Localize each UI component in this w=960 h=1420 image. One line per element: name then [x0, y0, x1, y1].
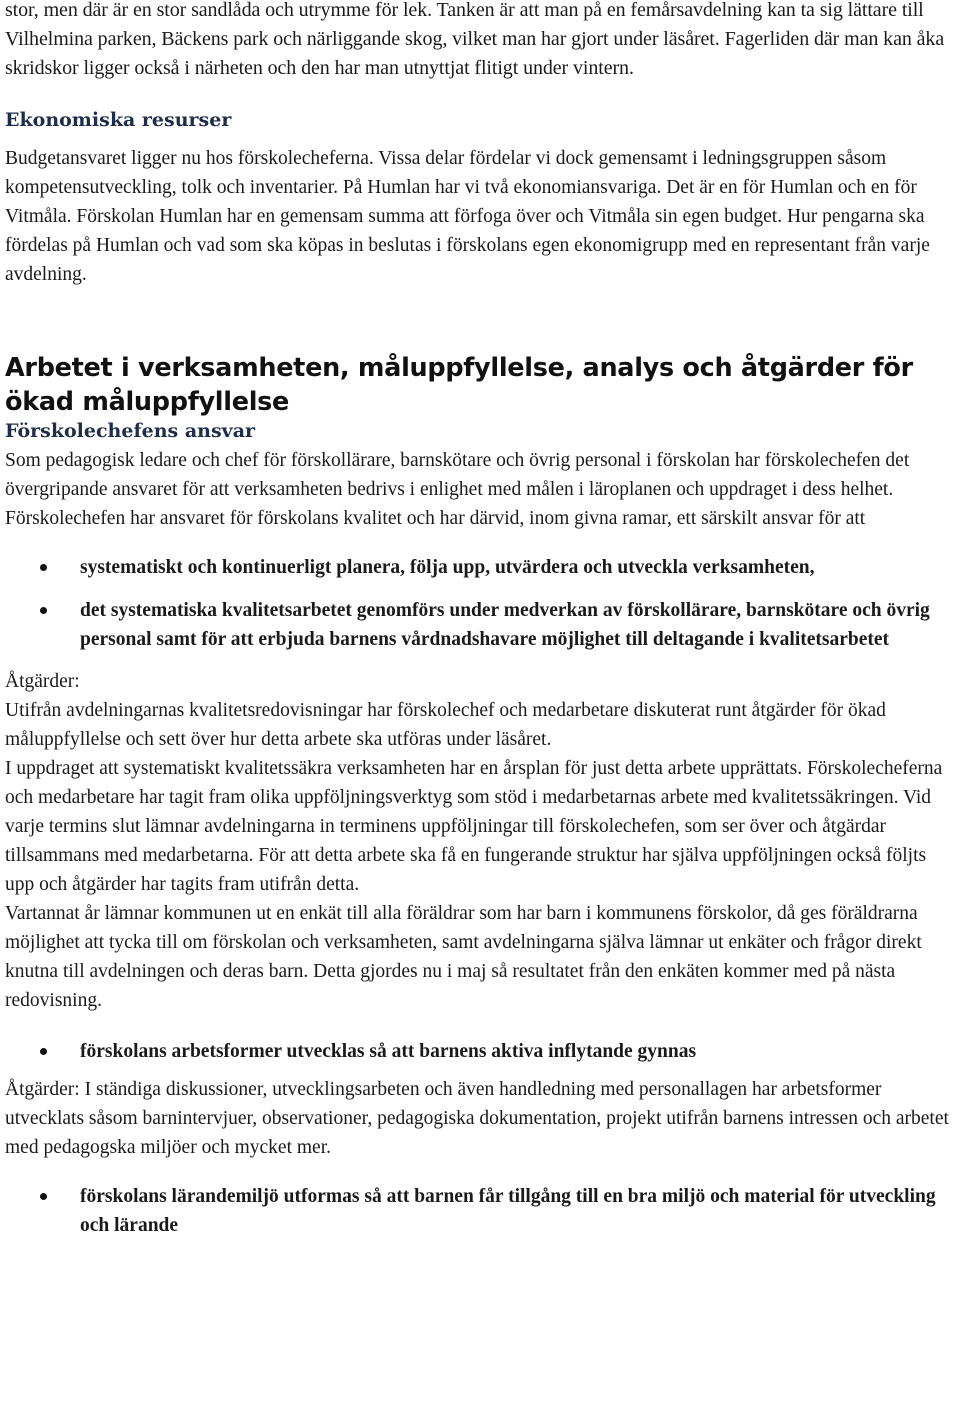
- responsibility-list-1: [5, 553, 960, 654]
- list-item: [5, 553, 960, 582]
- intro-paragraph: stor, men där är en stor sandlåda och utrymme för lek. Tanken är att man på en femårsavdelning kan ta sig lättare till Vilhelmina parken, Bäckens park och närliggande skog, vilket man har gjort under läsåret. Fagerliden där man kan åka skridskor ligger också i närheten och den har man utnyttjat flitigt under vintern.: [5, 0, 945, 79]
- section-paragraph: Som pedagogisk ledare och chef för förskollärare, barnskötare och övrig personal i förskolan har förskolechefen det övergripande ansvaret för att verksamheten bedrivs i enlighet med målen i läroplanen och uppdraget i dess helhet. Förskolechefen har ansvaret för förskolans kvalitet och har därvid, inom givna ramar, ett särskilt ansvar för att: [5, 450, 910, 529]
- list-item-text: förskolans arbetsformer utvecklas så att barnens aktiva inflytande gynnas: [80, 1041, 697, 1062]
- economy-paragraph: Budgetansvaret ligger nu hos förskolecheferna. Vissa delar fördelar vi dock gemensamt i ledningsgruppen såsom kompetensutveckling, tolk och inventarier. På Humlan har vi två ekonomiansvariga. Det är en för Humlan och en för Vitmåla. Förskolan Humlan har en gemensam summa att förfoga över och Vitmåla sin egen budget. Hur pengarna ska fördelas på Humlan och vad som ska köpas in beslutas i förskolans egen ekonomigrupp med en representant från varje avdelning.: [5, 148, 930, 285]
- bullet-dot-icon: [40, 607, 47, 614]
- actions-paragraph-4: Åtgärder: I ständiga diskussioner, utvecklingsarbeten och även handledning med personallagen har arbetsformer utvecklats såsom barnintervjuer, observationer, pedagogiska dokumentation, projekt utifrån barnens intressen och arbetet med pedagogska miljöer och mycket mer.: [5, 1079, 949, 1158]
- list-item: [5, 1182, 960, 1240]
- section-subheading: Förskolechefens ansvar: [5, 420, 256, 442]
- actions-paragraph-3: Vartannat år lämnar kommunen ut en enkät till alla föräldrar som har barn i kommunens förskolor, då ges föräldrarna möjlighet att tycka till om förskolan och verksamheten, samt avdelningarna själva lämnar ut enkäter och frågor direkt knutna till avdelningen och deras barn. Detta gjordes nu i maj så resultatet från den enkäten kommer med på nästa redovisning.: [5, 903, 922, 1011]
- list-item-text: det systematiska kvalitetsarbetet genomförs under medverkan av förskollärare, barnskötare och övrig personal samt för att erbjuda barnens vårdnadshavare möjlighet till deltagande i kvalitetsarbetet: [80, 600, 930, 650]
- actions-paragraph-2: I uppdraget att systematiskt kvalitetssäkra verksamheten har en årsplan för just detta arbete upprättats. Förskolecheferna och medarbetare har tagit fram olika uppföljningsverktyg som stöd i medarbetarnas arbete med kvalitetssäkringen. Vid varje termins slut lämnar avdelningarna in terminens uppföljningar till förskolechefen, som ser över och åtgärdar tillsammans med medarbetarna. För att detta arbete ska få en fungerande struktur har själva uppföljningen också följts upp och åtgärder har tagits fram utifrån detta.: [5, 758, 943, 895]
- economy-heading: Ekonomiska resurser: [5, 109, 232, 131]
- section-heading: Arbetet i verksamheten, måluppfyllelse, analys och åtgärder för ökad måluppfyllelse: [5, 353, 913, 417]
- bullet-dot-icon: [40, 564, 47, 571]
- list-item: [5, 596, 960, 654]
- responsibility-list-3: [5, 1182, 960, 1240]
- list-item: [5, 1037, 960, 1066]
- responsibility-list-2: [5, 1037, 960, 1066]
- actions-label: Åtgärder:: [5, 671, 80, 692]
- list-item-text: förskolans lärandemiljö utformas så att barnen får tillgång till en bra miljö och material för utveckling och lärande: [80, 1186, 936, 1236]
- list-item-text: systematiskt och kontinuerligt planera, följa upp, utvärdera och utveckla verksamheten,: [80, 557, 815, 578]
- actions-paragraph-1: Utifrån avdelningarnas kvalitetsredovisningar har förskolechef och medarbetare diskuterat runt åtgärder för ökad måluppfyllelse och sett över hur detta arbete ska utföras under läsåret.: [5, 700, 886, 750]
- bullet-dot-icon: [40, 1048, 47, 1055]
- document-page: [5, 0, 960, 1240]
- bullet-dot-icon: [40, 1193, 47, 1200]
